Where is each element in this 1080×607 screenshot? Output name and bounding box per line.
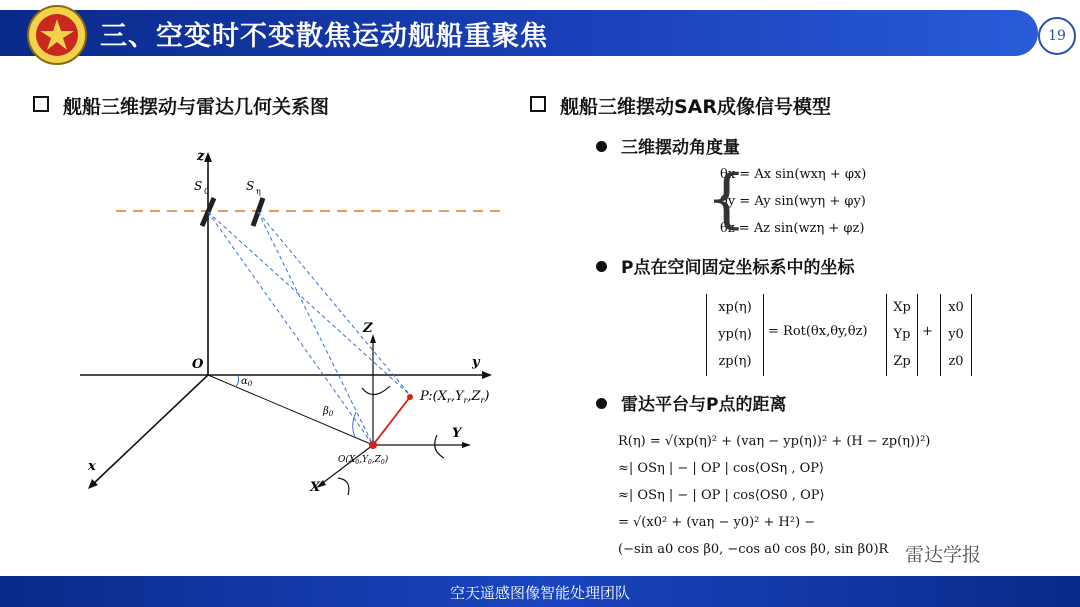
seta-label: S xyxy=(246,179,255,193)
geometry-diagram xyxy=(80,140,520,500)
local-z-label: Z xyxy=(363,321,373,336)
page-title: 三、空变时不变散焦运动舰船重聚焦 xyxy=(100,21,548,52)
right-section-heading: 舰船三维摆动SAR成像信号模型 xyxy=(530,92,831,119)
header xyxy=(0,0,1080,70)
bullet-dot-icon xyxy=(596,398,607,409)
origin-label: O xyxy=(192,357,204,372)
theta-eq-2: θy = Ay sin(wyη + φy) xyxy=(720,194,866,209)
alpha-label: $\alpha_0$ xyxy=(241,376,253,388)
distance-eq-5: (−sin a0 cos β0, −cos a0 cos β0, sin β0)R xyxy=(618,542,889,557)
z-label: z xyxy=(197,149,205,164)
university-logo xyxy=(26,4,88,66)
square-bullet-icon xyxy=(33,96,49,112)
bullet-dot-icon xyxy=(596,141,607,152)
beta-label: $\beta_0$ xyxy=(323,406,334,418)
bullet-coordinates: P点在空间固定坐标系中的坐标 xyxy=(596,253,854,278)
svg-text:0: 0 xyxy=(204,187,210,196)
square-bullet-icon xyxy=(530,96,546,112)
x-axis xyxy=(92,375,208,485)
local-y-label: Y xyxy=(452,426,462,441)
rotation-equation: xp(η) yp(η) zp(η) = Rot(θx,θy,θz) Xp Yp Zp + x0 y0 z0 xyxy=(706,294,976,380)
page-number: 19 xyxy=(1038,17,1076,55)
s0-label: S xyxy=(194,179,203,193)
bullet-angle: 三维摆动角度量 xyxy=(596,133,740,158)
footer-text: 空天遥感图像智能处理团队 xyxy=(449,584,630,602)
distance-eq-1: R(η) = √(xp(η)² + (vaη − yp(η))² + (H − zp(η))²) xyxy=(618,434,931,449)
x-label: x xyxy=(88,459,96,474)
bullet-dot-icon xyxy=(596,261,607,272)
theta-equations: { θx = Ax sin(wxη + φx) θy = Ay sin(wyη + φy) θz = Az sin(wzη + φz) xyxy=(706,161,866,242)
distance-equations xyxy=(618,428,1058,563)
distance-eq-4: = √(x0² + (vaη − y0)² + H²) − xyxy=(618,515,816,530)
local-x-label: X xyxy=(310,480,321,495)
left-section-heading: 舰船三维摆动与雷达几何关系图 xyxy=(33,92,329,119)
theta-eq-3: θz = Az sin(wzη + φz) xyxy=(720,221,865,236)
point-p-label: $P:(X_r,Y_r,Z_r)$ xyxy=(420,389,490,405)
svg-text:η: η xyxy=(256,187,261,196)
watermark: 雷达学报 xyxy=(905,544,982,566)
y-label: y xyxy=(472,355,480,370)
distance-eq-2: ≈| OSη | − | OP | cos⟨OSη , OP⟩ xyxy=(618,461,825,476)
bullet-distance: 雷达平台与P点的距离 xyxy=(596,390,786,415)
theta-eq-1: θx = Ax sin(wxη + φx) xyxy=(720,167,867,182)
distance-eq-3: ≈| OSη | − | OP | cos⟨OS0 , OP⟩ xyxy=(618,488,825,503)
local-origin-label: $O(X_0,Y_0,Z_0)$ xyxy=(338,455,389,466)
